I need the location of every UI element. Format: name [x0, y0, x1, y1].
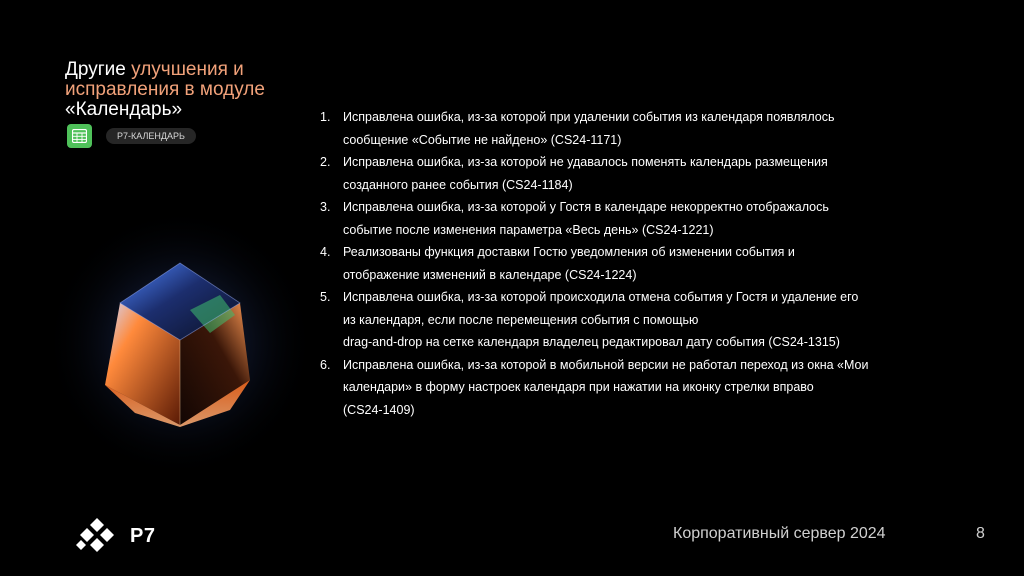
slide-title: [65, 60, 295, 120]
r7-logo: [73, 518, 155, 554]
item-text: Реализованы функция доставки Гостю уведомления об изменении события и отображение изменений в календаре (CS24-1224): [343, 245, 795, 282]
list-item: [320, 354, 960, 422]
item-number: 3.: [320, 200, 331, 214]
item-number: 6.: [320, 357, 331, 372]
list-item: [320, 151, 960, 196]
item-number: 4.: [320, 245, 331, 259]
title-part-accent-2: исправления в модуле: [65, 79, 265, 100]
item-text: Исправлена ошибка, из-за которой в мобильной версии не работал переход из окна «Мои календари» в форму настроек календаря при нажатии на иконку стрелки вправо (CS24-1409): [343, 357, 869, 417]
footer-text: Корпоративный сервер 2024: [673, 525, 886, 542]
item-text: Исправлена ошибка, из-за которой происходила отмена события у Гостя и удаление его из календаря, если после перемещения события с помощью drag-and-drop на сетке календаря владелец редактировал дату события (CS24-1315): [343, 290, 859, 349]
list-item: [320, 106, 960, 151]
list-item: [320, 286, 960, 354]
page-number: 8: [976, 525, 985, 542]
title-part-module: «Календарь»: [65, 99, 183, 120]
item-text: Исправлена ошибка, из-за которой не удавалось поменять календарь размещения созданного ранее события (CS24-1184): [343, 155, 828, 192]
item-text: Исправлена ошибка, из-за которой у Гостя в календаре некорректно отображалось событие после изменения параметра «Весь день» (CS24-1221): [343, 200, 829, 237]
module-tag-row: [67, 124, 196, 148]
changes-list: [320, 106, 960, 421]
item-text: Исправлена ошибка, из-за которой при удалении события из календаря появлялось сообщение «Событие не найдено» (CS24-1171): [343, 110, 835, 147]
item-number: 2.: [320, 155, 331, 169]
calendar-icon: [67, 124, 92, 148]
title-part-white: Другие: [65, 59, 132, 80]
logo-text: Р7: [130, 524, 156, 547]
list-item: [320, 196, 960, 241]
list-item: [320, 241, 960, 286]
title-part-accent-1: улучшения и: [131, 59, 244, 80]
r7-logo-icon: [73, 518, 121, 554]
glass-cube-image: [40, 215, 320, 495]
item-number: 1.: [320, 110, 331, 124]
item-number: 5.: [320, 290, 331, 304]
module-badge: Р7-КАЛЕНДАРЬ: [106, 128, 196, 144]
